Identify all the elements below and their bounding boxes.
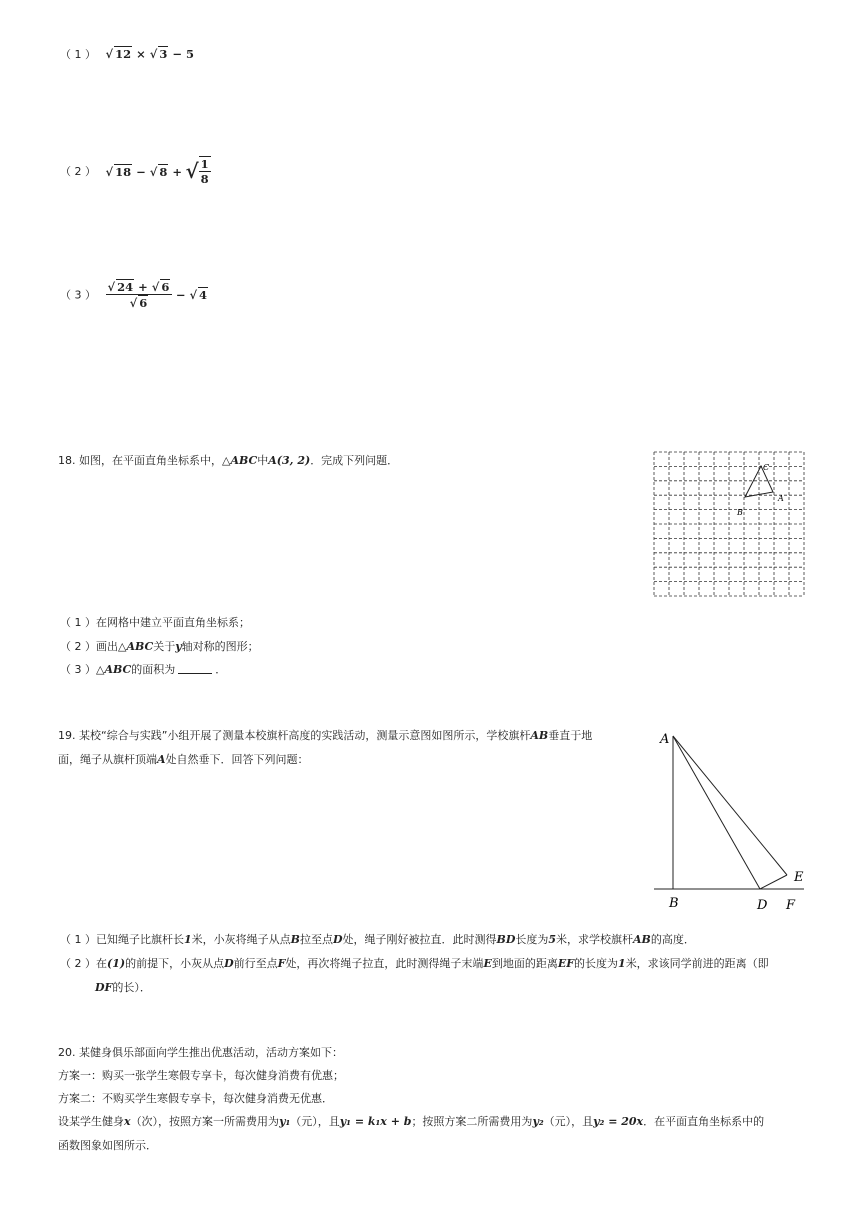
p17-part2-radicand-2: 8 [159,164,168,179]
rope-ad [673,736,760,889]
p17-part1-radicand-1: 12 [115,47,132,61]
p20-line2: 方案一：购买一张学生寒假专享卡，每次健身消费有优惠； [58,1069,344,1082]
equation-y1: y₁ = k₁x + b [339,1115,412,1128]
triangle-abc: △ABC [118,640,154,653]
answer-blank [178,663,212,674]
equation-y2: y₂ = 20x [593,1115,644,1128]
label-e: E [794,870,804,885]
text: 米，求该同学前进的距离（即 [625,957,769,970]
p18-intro [58,452,398,468]
label-b: B [737,508,743,517]
radicand-6: 6 [161,280,170,294]
p18-q3-number: （ 3 ） [60,663,96,676]
p17-part1: （ 1 ） √ 12 × √ 3 − 5 [60,47,194,61]
segment-bd: BD [496,933,516,946]
text: ；按照方案二所需费用为 [411,1115,533,1128]
p20-line3: 方案二：不购买学生寒假专享卡，每次健身消费无优惠． [58,1092,333,1105]
p18-q2-text-c: 轴对称的图形； [181,640,259,653]
point-b: B [290,933,300,946]
text: 米，小灰将绳子从点 [191,933,291,946]
times-sign: × [136,47,146,61]
segment-df: DF [95,981,113,994]
p17-part3: （ 3 ） $\frac{√ 24 + √ 6}{√ 6}$ − √ 4 [60,280,208,310]
text: 拉至点 [299,933,333,946]
p18-q1-number: （ 1 ） [60,616,96,629]
value-1: 1 [184,933,192,946]
radicand-24: 24 [117,280,134,294]
p17-part1-tail: − 5 [172,47,194,61]
p18-q2-text-b: 关于 [153,640,176,653]
text: ．在平面直角坐标系中的 [643,1115,765,1128]
segment-ef: EF [557,957,575,970]
p18-q2 [60,638,259,654]
text: 已知绳子比旗杆长 [96,933,184,946]
label-a: A [660,732,670,747]
p19-intro-line1 [58,727,592,743]
rope-ae [673,736,787,875]
p18-grid-figure [653,451,805,597]
text: 前行至点 [233,957,278,970]
p18-intro-text-b: 中 [257,454,269,467]
p17-part2-radicand-1: 18 [115,164,132,179]
p19-q2-cont [95,979,151,995]
reference-1: (1) [107,957,126,970]
text: （元），且 [543,1115,594,1128]
p18-q2-number: （ 2 ） [60,640,96,653]
p20-line4 [58,1113,764,1129]
p19-intro-line2 [58,751,309,767]
text: （元），且 [290,1115,340,1128]
label-a: A [778,494,784,503]
p18-q1 [60,614,250,630]
p17-part2-fraction [199,156,211,186]
plus-sign: + [172,164,182,179]
radicand-6-den: 6 [139,296,148,310]
p17-part3-fraction: $\frac{√ 24 + √ 6}{√ 6}$ [106,279,173,310]
text: 长度为 [515,933,549,946]
p19-q1-number: （ 1 ） [60,933,96,946]
p20-line5: 函数图象如图所示． [58,1139,157,1152]
point-a: A(3, 2) [268,454,311,467]
segment-de [760,875,787,889]
p19-line1-text-b: 垂直于地 [548,729,593,742]
segment-ab: AB [633,933,651,946]
variable-y2: y₂ [532,1115,544,1128]
triangle-abc: △ABC [222,454,258,467]
p18-q3-text: 的面积为 [131,663,176,676]
p17-part1-number: （ 1 ） [60,48,96,61]
text: 在 [96,957,107,970]
point-d: D [224,957,234,970]
p19-line2-text-a: 面，绳子从旗杆顶端 [58,753,157,766]
p18-q3-end: ． [215,663,227,676]
p18-q2-text-a: 画出 [96,640,118,653]
p18-q1-text: 在网格中建立平面直角坐标系； [96,616,250,629]
minus-sign: − [175,288,186,302]
label-f: F [786,898,796,913]
variable-y1: y₁ [279,1115,291,1128]
p19-q1 [60,931,695,947]
plus-sign: + [138,280,148,294]
point-d: D [332,933,343,946]
value-1: 1 [618,957,626,970]
minus-sign: − [136,164,146,179]
radicand-4: 4 [199,288,208,302]
point-a: A [157,753,166,766]
p18-intro-text-a: 18. 如图，在平面直角坐标系中， [58,454,222,467]
y-axis-symbol: y [175,640,182,653]
text: 到地面的距离 [491,957,558,970]
variable-x: x [124,1115,131,1128]
text: （次），按照方案一所需费用为 [130,1115,280,1128]
label-b: B [669,896,679,911]
p18-q3 [60,661,226,677]
p19-line1-text-a: 19. 某校“综合与实践”小组开展了测量本校旗杆高度的实践活动，测量示意图如图所示，学校旗杆 [58,729,531,742]
p19-flagpole-figure [650,726,810,916]
p19-q2-number: （ 2 ） [60,957,96,970]
text: 的长度为 [574,957,619,970]
p18-intro-text-c: ．完成下列问题． [310,454,399,467]
p19-q2 [60,955,769,971]
p17-part1-radicand-2: 3 [159,47,168,61]
segment-ab: AB [530,729,549,742]
text: 的前提下，小灰从点 [125,957,225,970]
text: 米，求学校旗杆 [556,933,634,946]
point-e: E [483,957,492,970]
triangle-abc: △ABC [96,663,132,676]
label-c: C [763,463,770,472]
text: 处，绳子刚好被拉直．此时测得 [342,933,497,946]
fraction-numerator: 1 [200,157,209,171]
text: 处，再次将绳子拉直，此时测得绳子末端 [285,957,484,970]
p17-part3-number: （ 3 ） [60,288,96,302]
text: 的长）． [112,981,151,994]
p17-part2-number: （ 2 ） [60,165,96,178]
value-5: 5 [548,933,557,946]
p17-part2: （ 2 ） √ 18 − √ 8 + √ $\frac{1}{8}$ [60,157,209,186]
label-d: D [757,898,768,913]
point-f: F [277,957,286,970]
p19-line2-text-b: 处自然垂下．回答下列问题： [165,753,309,766]
fraction-denominator: 8 [200,172,209,186]
p20-line1: 20. 某健身俱乐部面向学生推出优惠活动，活动方案如下： [58,1046,343,1059]
text: 设某学生健身 [58,1115,124,1128]
text: 的高度． [650,933,695,946]
